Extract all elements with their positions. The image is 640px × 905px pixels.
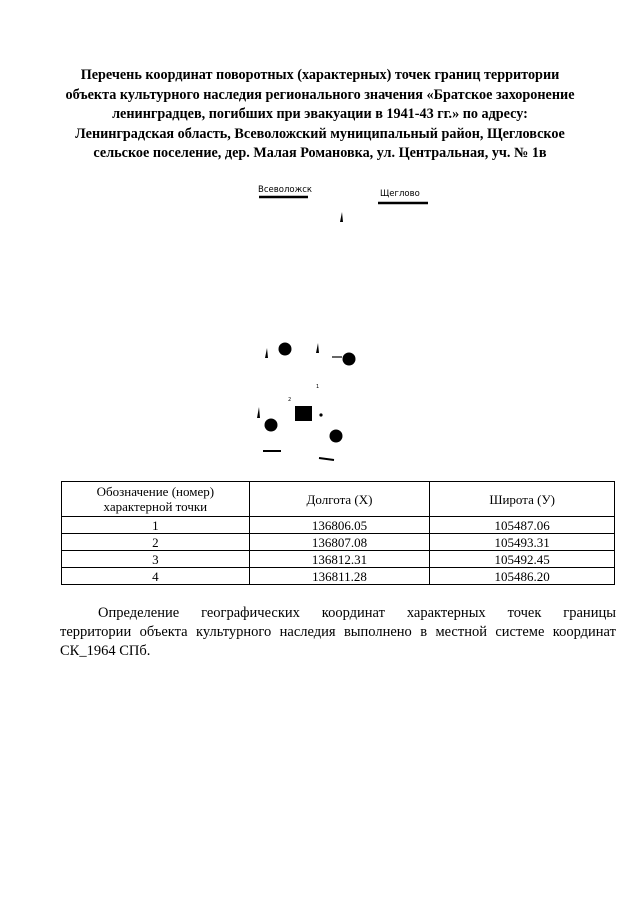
map-point-label: 1 — [316, 384, 320, 390]
map-fragment-mark — [316, 343, 319, 353]
boundary-point-marker — [330, 430, 343, 443]
point-number-cell: 3 — [62, 551, 250, 568]
note-word: географических — [201, 605, 300, 621]
monument-object-icon — [295, 406, 312, 421]
note-word: выполнено — [343, 624, 412, 640]
map-label-vsevolozhsk: Всеволожск — [258, 185, 313, 195]
table-row — [62, 534, 615, 551]
note-line — [60, 604, 616, 623]
header-latitude: Широта (У) — [430, 482, 615, 517]
point-number-cell: 2 — [62, 534, 250, 551]
note-word: точек — [507, 605, 542, 621]
note-word: координат — [321, 605, 385, 621]
map-point-label: 2 — [288, 397, 292, 403]
road-fragment-mark — [340, 212, 343, 222]
latitude-cell: 105493.31 — [430, 534, 615, 551]
map-fragment-mark — [265, 348, 268, 358]
longitude-cell: 136806.05 — [249, 517, 430, 534]
coordinate-system-note — [60, 604, 616, 661]
longitude-cell: 136807.08 — [249, 534, 430, 551]
table-header-row — [62, 482, 615, 517]
note-word: Определение — [98, 605, 180, 621]
table-row — [62, 517, 615, 534]
boundary-map — [230, 180, 440, 470]
title-line: сельское поселение, дер. Малая Романовка, ул. Центральная, уч. № 1в — [93, 145, 547, 161]
title-line: Перечень координат поворотных (характерных) точек границ территории — [80, 67, 560, 83]
note-line — [60, 623, 616, 642]
note-word: координат — [552, 624, 616, 640]
note-word: системе — [495, 624, 545, 640]
note-word: границы — [563, 605, 616, 621]
header-point-number: Обозначение (номер) характерной точки — [62, 482, 250, 517]
latitude-cell: 105486.20 — [430, 568, 615, 585]
boundary-point-marker — [265, 419, 278, 432]
title-line: Ленинградская область, Всеволожский муниципальный район, Щегловское — [75, 125, 565, 142]
title-line: ленинградцев, погибших при эвакуации в 1941-43 гг.» по адресу: — [112, 106, 528, 122]
boundary-point-marker — [279, 343, 292, 356]
map-fragment-mark — [257, 407, 260, 418]
coordinates-table — [61, 481, 615, 585]
point-number-cell: 1 — [62, 517, 250, 534]
boundary-point-marker — [343, 353, 356, 366]
document-title — [40, 66, 600, 164]
latitude-cell: 105487.06 — [430, 517, 615, 534]
note-word: культурного — [196, 624, 272, 640]
note-word: местной — [435, 624, 487, 640]
note-word: наследия — [279, 624, 336, 640]
note-word: в — [420, 624, 428, 640]
longitude-cell: 136812.31 — [249, 551, 430, 568]
note-word: территории — [60, 624, 132, 640]
table-row — [62, 568, 615, 585]
latitude-cell: 105492.45 — [430, 551, 615, 568]
note-word: объекта — [139, 624, 188, 640]
map-graphic — [230, 180, 440, 470]
note-word: характерных — [406, 605, 486, 621]
header-longitude: Долгота (X) — [249, 482, 430, 517]
title-line: объекта культурного наследия регионального значения «Братское захоронение — [65, 86, 575, 103]
map-fragment-mark — [319, 458, 334, 460]
note-line: СК_1964 СПб. — [60, 643, 151, 659]
map-label-shcheglovo: Щеглово — [380, 189, 420, 199]
longitude-cell: 136811.28 — [249, 568, 430, 585]
table-row — [62, 551, 615, 568]
map-fragment-mark — [319, 413, 322, 416]
point-number-cell: 4 — [62, 568, 250, 585]
